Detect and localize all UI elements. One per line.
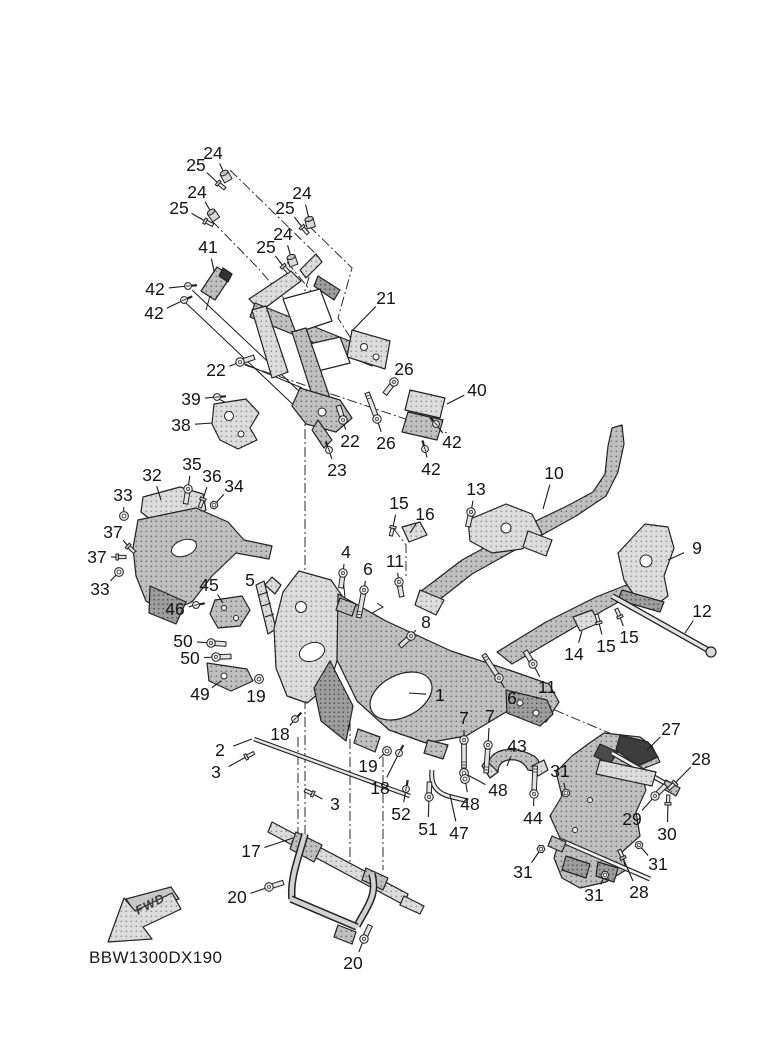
part-number-label: 40 [467,380,487,400]
part-number-label: 41 [198,237,218,257]
part-number-label: 52 [391,804,411,824]
part-number-label: 33 [90,579,110,599]
part-number-label: 25 [275,198,295,218]
leader-line [393,515,396,527]
part-number-label: 50 [180,648,200,668]
part-number-label: 31 [648,854,668,874]
stand-loop-part [291,834,374,944]
bracket-part-38 [212,399,259,449]
leader-line [203,487,207,499]
part-number-label: 11 [537,677,557,697]
part-number-label: 19 [358,756,378,776]
part-number-label: 20 [343,953,363,973]
screw-icon [184,282,197,290]
leader-line [211,259,214,271]
headstock-subframe-part [249,254,390,448]
part-number-label: 42 [144,303,164,323]
part-number-label: 26 [394,359,414,379]
pin-icon [244,750,256,760]
part-number-label: 43 [507,736,527,756]
part-number-label: 24 [203,143,223,163]
leader-line [675,767,691,783]
part-number-label: 49 [190,684,210,704]
washer-icon [119,511,128,520]
grommet-icon [304,216,315,229]
leader-line [599,623,602,635]
part-number-label: 8 [421,612,431,632]
screw-icon [402,780,411,793]
part-number-label: 4 [341,542,351,562]
part-number-label: 15 [619,627,639,647]
leader-line [229,757,247,767]
part-number-label: 37 [87,547,107,567]
part-number-label: 15 [389,493,409,513]
part-number-label: 48 [460,794,480,814]
part-number-label: 15 [596,636,616,656]
part-number-label: 3 [330,794,340,814]
leader-line [233,739,252,746]
part-number-label: 25 [186,155,206,175]
part-number-label: 7 [459,708,469,728]
screw-icon [180,293,194,304]
longbolt-icon [363,391,382,424]
screw-icon [394,743,406,757]
part-number-label: 42 [442,432,462,452]
grommet-icon [286,253,298,266]
part-number-label: 1 [435,685,445,705]
nut-icon [536,844,546,855]
fwd-arrow-icon [108,887,181,942]
part-number-label: 48 [488,780,508,800]
part-number-label: 25 [169,198,189,218]
pin-icon [665,795,671,805]
part-number-label: 28 [691,749,711,769]
part-number-label: 11 [385,551,405,571]
part-number-label: 32 [142,465,162,485]
part-number-label: 23 [327,460,347,480]
part-number-label: 16 [415,504,435,524]
leader-line [195,423,212,424]
pin-icon [614,608,624,620]
bolt-icon [207,639,227,649]
part-number-label: 14 [564,644,584,664]
bolt-icon [394,577,406,597]
part-number-label: 18 [270,724,290,744]
part-number-label: 45 [199,575,219,595]
leader-line [192,213,206,221]
part-number-label: 24 [187,182,207,202]
leader-line [275,256,283,266]
main-frame-part-1 [265,571,559,759]
part-number-label: 31 [550,761,570,781]
part-number-label: 24 [273,224,293,244]
fwd-label: FWD [133,890,168,918]
part-number-label: 6 [363,559,373,579]
grommet-icon [206,208,219,222]
leader-line [447,395,464,404]
part-number-label: 42 [421,459,441,479]
plate-part-40 [402,390,445,440]
part-number-label: 26 [376,433,396,453]
leader-line [353,306,376,330]
part-number-label: 31 [513,862,533,882]
part-number-label: 28 [629,882,649,902]
longbolt-icon [460,736,468,768]
leader-line [387,753,399,778]
part-number-label: 39 [181,389,201,409]
leader-line [543,485,550,510]
part-number-label: 33 [113,485,133,505]
part-number-label: 22 [340,431,360,451]
leader-line [207,173,218,183]
part-number-label: 6 [507,688,517,708]
part-number-label: 7 [485,706,495,726]
part-number-label: 20 [227,887,247,907]
bracket-part-45 [210,596,250,628]
leader-line [579,631,582,643]
part-number-label: 21 [376,288,396,308]
washer-icon [254,674,264,684]
bolt-icon [212,652,232,661]
screw-icon [213,393,226,401]
grommet-icon [219,169,232,183]
part-number-label: 9 [692,538,702,558]
part-number-label: 22 [206,360,226,380]
part-number-label: 44 [523,808,543,828]
rear-frame-part-10 [415,425,624,615]
part-number-label: 5 [245,570,255,590]
part-number-label: 17 [241,841,261,861]
part-number-label: 36 [202,466,222,486]
part-number-label: 3 [211,762,221,782]
leader-line [685,621,693,634]
part-number-label: 24 [292,183,312,203]
part-number-label: 46 [165,599,185,619]
part-number-label: 50 [173,631,193,651]
screw-icon [419,439,429,453]
part-number-label: 12 [692,601,712,621]
leader-line [294,217,302,227]
part-number-label: 18 [370,778,390,798]
part-number-label: 2 [215,740,225,760]
part-number-label: 19 [246,686,266,706]
part-number-label: 38 [171,415,191,435]
part-number-label: 34 [224,476,244,496]
part-number-label: 27 [661,719,681,739]
bolt-icon [264,879,285,893]
part-number-label: 30 [657,824,677,844]
part-number-label: 47 [449,823,469,843]
bracket-part-16 [402,522,427,542]
leader-line [668,804,669,822]
part-number-label: 35 [182,454,202,474]
leader-line [313,794,322,799]
part-number-label: 31 [584,885,604,905]
part-number-label: 37 [103,522,123,542]
part-number-label: 29 [622,809,642,829]
part-number-label: 10 [544,463,564,483]
part-number-label: 51 [418,819,438,839]
part-number-label: 25 [256,237,276,257]
bolt-icon [382,376,400,396]
pin-icon [116,554,126,560]
part-number-label: 13 [466,479,486,499]
part-number-label: 42 [145,279,165,299]
bolt-icon [337,568,348,588]
screw-icon [192,600,205,609]
diagram-code: BBW1300DX190 [89,948,223,967]
